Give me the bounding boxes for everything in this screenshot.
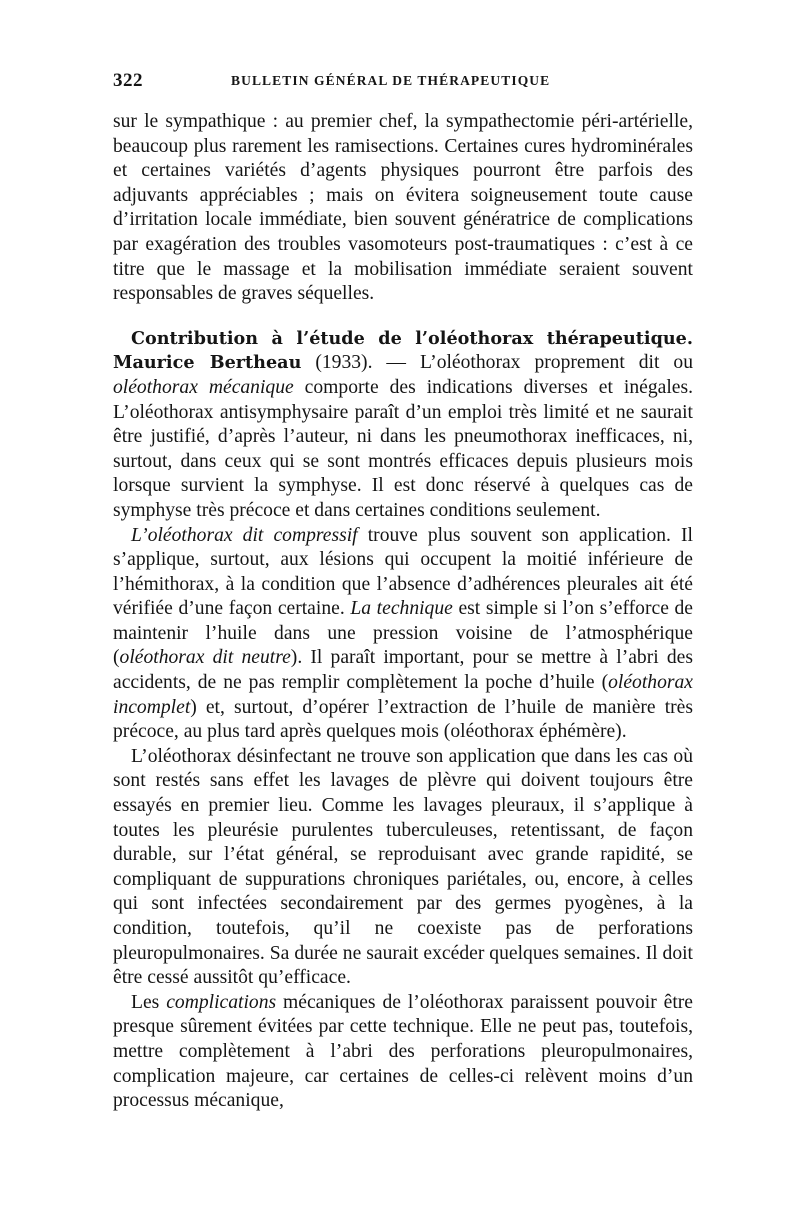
paragraph-text: comporte des indications diverses et inégales. L’oléothorax antisymphysaire paraît d’un emploi très limité et ne saurait être justifié, d’après l’auteur, ni dans les pneumothorax inefficaces, ni, surtout, dans ceux qui se sont montrés efficaces depuis plusieurs mois lorsque survient la symphyse. Il est donc réservé à quelques cas de symphyse très précoce et dans certaines conditions seulement.	[113, 376, 693, 521]
paragraph-complications	[113, 991, 693, 1114]
article-year: (1933). — L’oléothorax proprement dit ou	[301, 352, 693, 374]
paragraph-text: mécaniques de l’oléothorax paraissent pouvoir être presque sûrement évitées par cette technique. Elle ne peut pas, toutefois, mettre complètement à l’abri des perforations pleuropulmonaires, complication majeure, car certaines de celles-ci relèvent moins d’un processus mécanique,	[113, 991, 693, 1112]
italic-term-complications: complications	[166, 991, 277, 1013]
paragraph-text: ). Il paraît important, pour se mettre à l’abri des accidents, de ne pas remplir complètement la poche d’huile (	[113, 647, 693, 694]
italic-term-technique: La technique	[350, 598, 453, 620]
paragraph-text: ) et, surtout, d’opérer l’extraction de l’huile de manière très précoce, au plus tard après quelques mois (oléothorax éphémère).	[113, 696, 693, 743]
italic-term-oleothorax-mecanique: oléothorax mécanique	[113, 376, 294, 398]
journal-title: BULLETIN GÉNÉRAL DE THÉRAPEUTIQUE	[231, 73, 551, 88]
paragraph-text: trouve plus souvent son application. Il s’applique, surtout, aux lésions qui occupent la moitié inférieure de l’hémithorax, à la condition que l’absence d’adhérences pleurales ait été vérifiée d’une façon certaine.	[113, 524, 694, 620]
paragraph-sympathique	[113, 110, 693, 307]
paragraph-text: est simple si l’on s’efforce de maintenir l’huile dans une pression voisine de l’atmosphérique (	[113, 598, 694, 669]
paragraph-contribution	[113, 327, 693, 524]
paragraph-text: sur le sympathique : au premier chef, la sympathectomie péri-artérielle, beaucoup plus rarement les ramisections. Certaines cures hydrominérales et certaines variétés d’agents physiques pourront être parfois des adjuvants appréciables ; mais on évitera soigneusement toute cause d’irritation locale immédiate, bien souvent génératrice de complications par exagération des troubles vasomoteurs post-traumatiques : c’est à ce titre que le massage et la mobilisation immédiate seraient souvent responsables de graves séquelles.	[113, 111, 693, 305]
paragraph-text: L’oléothorax désinfectant ne trouve son application que dans les cas où sont restés sans effet les lavages de plèvre qui doivent toujours être essayés en premier lieu. Comme les lavages pleuraux, il s’applique à toutes les pleurésie purulentes tuberculeuses, retentissant, de façon durable, sur l’état général, se reproduisant avec grande rapidité, se compliquant de suppurations chroniques pariétales, ou, encore, à celles qui sont infectées secondairement par des germes pyogènes, à la condition, toutefois, qu’il ne coexiste pas de perforations pleuropulmonaires. Sa durée ne saurait excéder quelques semaines. Il doit être cessé aussitôt qu’efficace.	[113, 745, 693, 989]
paragraph-desinfectant	[113, 745, 693, 991]
running-header	[113, 70, 693, 104]
page-number: 322	[113, 70, 143, 91]
italic-term-oleothorax-compressif: L’oléothorax dit compressif	[131, 524, 358, 546]
italic-term-oleothorax-neutre: oléothorax dit neutre	[119, 647, 291, 669]
paragraph-text: Les	[131, 991, 167, 1013]
document-page	[113, 70, 693, 1114]
article-heading: Contribution à l’étude de l’oléothorax thérapeutique. Maurice Bertheau	[113, 327, 693, 374]
paragraph-compressif	[113, 524, 693, 745]
article-body	[113, 110, 693, 1114]
italic-term-oleothorax-incomplet: oléothorax incomplet	[113, 672, 693, 718]
